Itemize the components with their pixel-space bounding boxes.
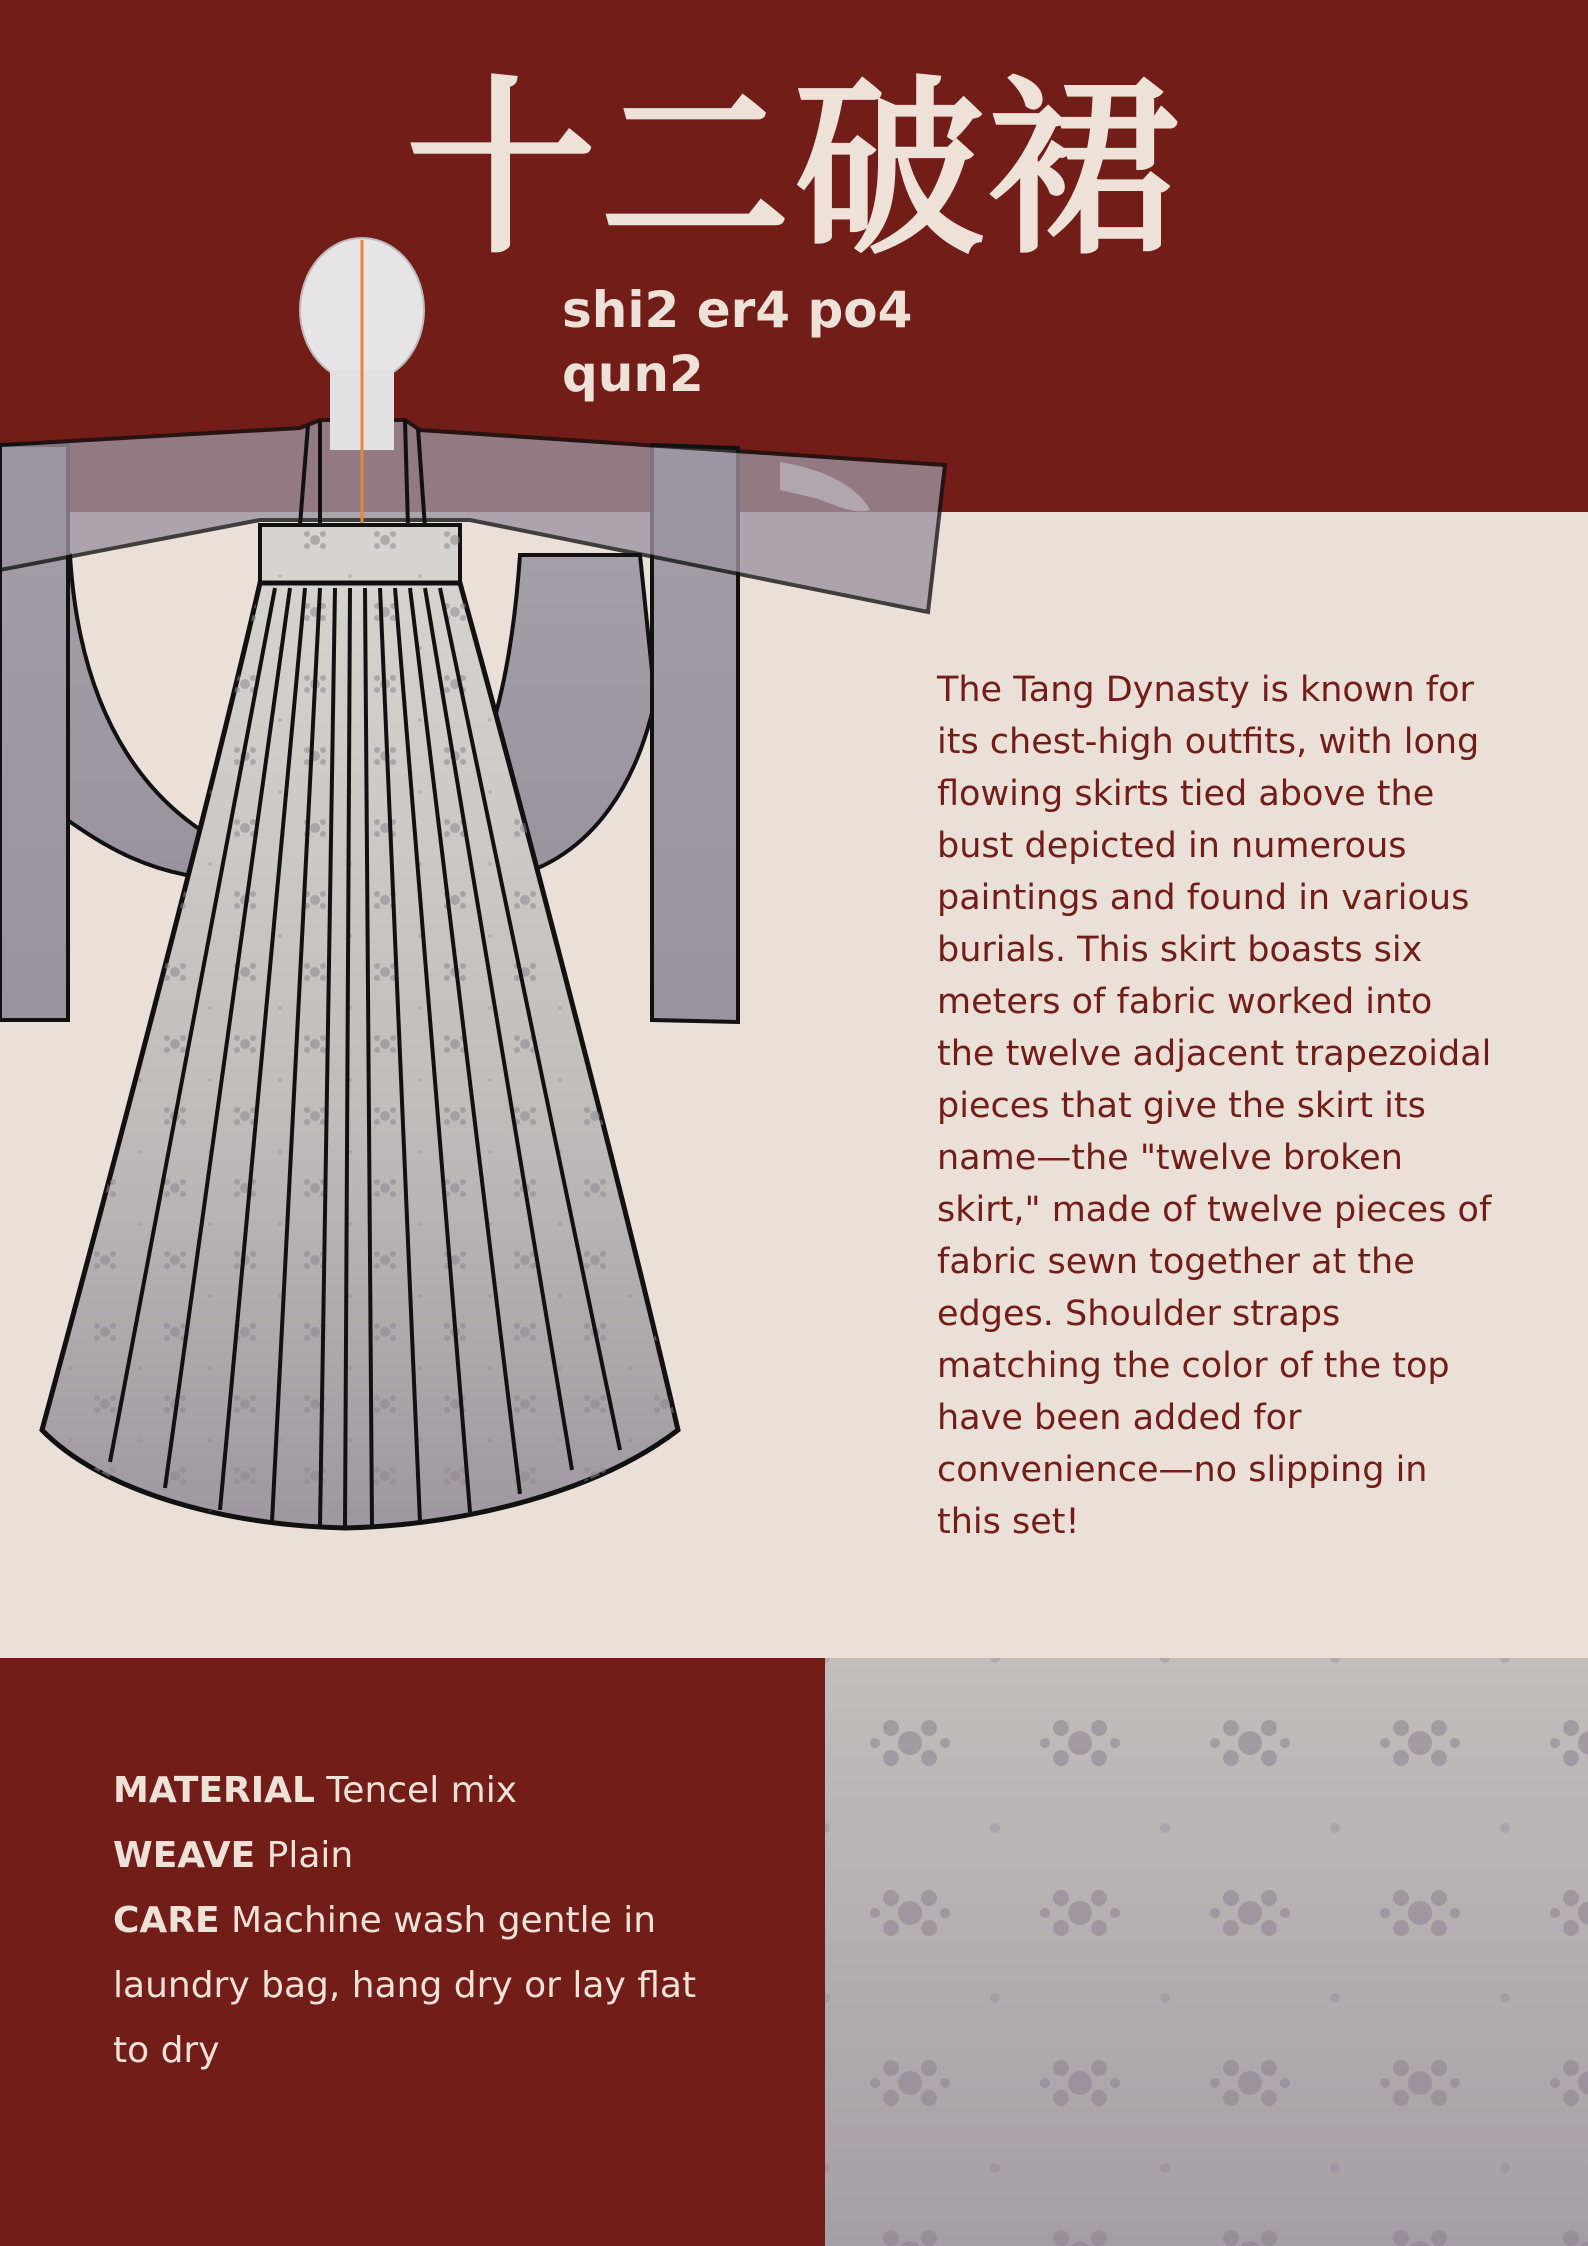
spec-value: Plain <box>266 1835 354 1876</box>
pinyin-subtitle: shi2 er4 po4 qun2 <box>562 281 913 403</box>
top-garment <box>0 420 945 612</box>
spec-key: CARE <box>113 1900 220 1941</box>
spec-value: Tencel mix <box>326 1770 518 1811</box>
spec-material <box>113 1758 733 1823</box>
spec-weave <box>113 1823 733 1888</box>
page-title: 十二破裙 <box>405 59 1182 280</box>
spec-key: WEAVE <box>113 1835 256 1876</box>
fabric-swatch <box>825 1658 1588 2246</box>
description-text: The Tang Dynasty is known for its chest-high outfits, with long flowing skirts tied above the bust depicted in numerous paintings and found in various burials. This skirt boasts six meters of fabric worked into the twelve adjacent trapezoidal pieces that give the skirt its name—the "twelve broken skirt," made of twelve pieces of fabric sewn together at the edges. Shoulder straps matching the color of the top have been added for convenience—no slipping in this set! <box>937 670 1492 1542</box>
spec-care <box>113 1888 733 2083</box>
spec-value: Machine wash gentle in laundry bag, hang dry or lay flat to dry <box>113 1900 697 2071</box>
spec-key: MATERIAL <box>113 1770 315 1811</box>
spec-list <box>113 1758 733 2083</box>
